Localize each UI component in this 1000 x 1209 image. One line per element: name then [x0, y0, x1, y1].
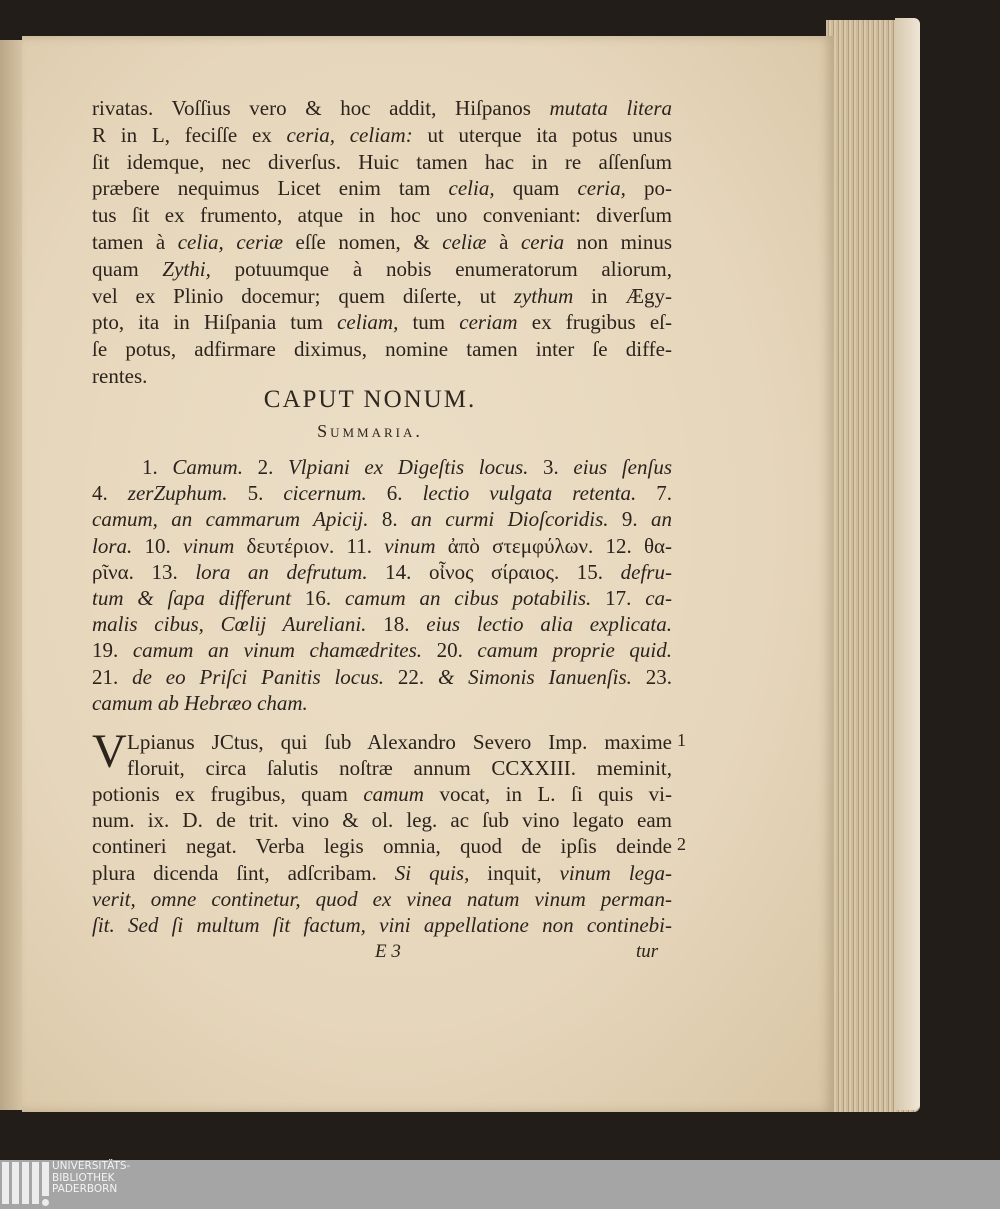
italic-text: cicernum.: [283, 481, 367, 506]
logo-line: UNIVERSITÄTS-: [52, 1160, 131, 1172]
text-segment: Lpianus JCtus, qui ſub Alexandro Severo Imp. maxime: [127, 730, 672, 754]
italic-text: lora.: [92, 533, 133, 558]
italic-text: Si quis,: [394, 860, 470, 885]
italic-text: celiæ: [442, 230, 487, 254]
text-line: [92, 364, 672, 388]
text-line: [92, 284, 672, 308]
italic-text: camum an vinum chamædrites.: [132, 638, 423, 663]
italic-text: verit, omne continetur, quod ex vinea natum vinum perman-: [92, 886, 672, 911]
margin-note: 1: [677, 730, 686, 750]
text-segment: inquit,: [469, 860, 560, 885]
italic-text: de eo Priſci Panitis locus.: [132, 664, 385, 689]
text-segment: pto, ita in Hiſpania tum: [92, 310, 338, 335]
text-segment: 2.: [242, 455, 288, 479]
text-segment: 17.: [591, 586, 646, 610]
text-segment: rivatas. Voſſius vero & hoc addit, Hiſpanos: [92, 96, 550, 120]
text-segment: tum: [398, 310, 460, 335]
text-line: [92, 337, 672, 361]
text-segment: R in L, feciſſe ex: [92, 122, 287, 147]
text-segment: rentes.: [92, 364, 148, 388]
text-segment: ρῖνα. 13.: [92, 559, 196, 584]
text-segment: 20.: [422, 638, 478, 663]
text-segment: 3.: [528, 455, 574, 479]
text-line: [92, 230, 672, 254]
text-segment: 8.: [368, 507, 411, 532]
signature-mark: E 3: [375, 941, 401, 962]
margin-note: 2: [677, 834, 686, 854]
italic-text: tum & ſapa differunt: [92, 586, 292, 610]
italic-text: malis cibus, Cœlij Aureliani.: [92, 612, 367, 637]
text-segment: in Ægy-: [573, 283, 672, 308]
logo-line: BIBLIOTHEK: [52, 1171, 115, 1184]
text-segment: 18.: [366, 612, 427, 637]
text-segment: tamen à: [92, 230, 178, 254]
text-segment: potionis ex frugibus, quam: [92, 782, 364, 807]
italic-text: eius ſenſus: [573, 455, 673, 479]
text-segment: 6.: [366, 481, 423, 506]
italic-text: Zythi,: [162, 256, 211, 281]
italic-text: lora an defrutum.: [195, 559, 368, 584]
text-line: [92, 507, 672, 531]
text-line: [92, 586, 672, 610]
text-segment: floruit, circa ſalutis noſtræ annum CCXXIII. meminit,: [127, 756, 672, 781]
text-segment: num. ix. D. de trit. vino & ol. leg. ac ſub vino legato eam: [92, 808, 672, 833]
text-segment: quam: [494, 176, 578, 201]
text-line: [92, 861, 672, 885]
italic-text: zerZuphum.: [127, 481, 228, 506]
text-segment: potuumque à nobis enumeratorum aliorum,: [210, 256, 672, 281]
drop-cap: V: [92, 725, 127, 778]
text-segment: ἀπὸ στεμφύλων. 12. θα-: [435, 533, 673, 558]
text-segment: præbere nequimus Licet enim tam: [92, 176, 449, 201]
text-line: [92, 560, 672, 584]
italic-text: an: [651, 507, 672, 532]
text-segment: tus ſit ex frumento, atque in hoc uno conveniant: diverſum: [92, 203, 672, 228]
text-line: [142, 455, 672, 479]
text-line: [92, 481, 672, 505]
text-line: [92, 203, 672, 227]
italic-text: an curmi Dioſcoridis.: [410, 507, 609, 532]
text-segment: à: [486, 230, 521, 254]
text-line: [92, 808, 672, 832]
text-line: [92, 887, 672, 911]
italic-text: celia,: [448, 176, 495, 201]
text-segment: 4.: [92, 481, 128, 506]
text-segment: ſe potus, adfirmare diximus, nomine tamen inter ſe diffe-: [92, 337, 672, 362]
text-segment: vocat, in L. ſi quis vi-: [423, 782, 672, 807]
library-footer: [0, 1160, 1000, 1209]
library-logo-text: [52, 1161, 130, 1196]
italic-text: celiam,: [337, 310, 399, 335]
chapter-title: CAPUT NONUM.: [263, 386, 477, 413]
text-segment: 5.: [227, 481, 284, 506]
text-line: [92, 310, 672, 334]
text-segment: ut uterque ita potus unus: [412, 122, 672, 147]
text-line: [92, 96, 672, 120]
summary-title: Summaria.: [317, 421, 423, 441]
text-line: [92, 691, 672, 715]
text-segment: 1.: [142, 455, 173, 479]
italic-text: camum, an cammarum Apicij.: [92, 507, 369, 532]
italic-text: vinum: [182, 533, 235, 558]
italic-text: lectio vulgata retenta.: [422, 481, 637, 506]
italic-text: vinum lega-: [559, 860, 672, 885]
text-line: [92, 150, 672, 174]
italic-text: & Simonis Ianuenſis.: [438, 664, 632, 689]
text-segment: non minus: [564, 230, 673, 254]
italic-text: camum ab Hebræo cham.: [92, 690, 308, 715]
text-line: [92, 612, 672, 636]
text-segment: 7.: [636, 481, 672, 506]
italic-text: Camum.: [172, 455, 243, 479]
italic-text: ca-: [645, 586, 673, 610]
text-line: [127, 756, 672, 780]
italic-text: ſit. Sed ſi multum ſit factum, vini appellatione non continebi-: [92, 912, 672, 937]
logo-line: PADERBORN: [52, 1183, 118, 1195]
text-segment: quam: [92, 256, 163, 281]
italic-text: ceria, celiam:: [286, 122, 413, 147]
italic-text: celia, ceriæ: [177, 230, 283, 254]
text-segment: 22.: [384, 664, 438, 689]
text-line: [92, 782, 672, 806]
text-segment: plura dicenda ſint, adſcribam.: [92, 860, 395, 885]
text-segment: ſit idemque, nec diverſus. Huic tamen hac in re aſſenſum: [92, 149, 672, 174]
catchword: tur: [636, 941, 659, 962]
italic-text: defru-: [620, 559, 672, 584]
book-cover-edge: [895, 18, 920, 1110]
italic-text: ceriam: [459, 310, 518, 335]
text-segment: po-: [625, 176, 673, 201]
italic-text: Vlpiani ex Digeſtis locus.: [287, 455, 529, 479]
text-segment: ex frugibus eſ-: [517, 310, 672, 335]
italic-text: vinum: [384, 533, 436, 558]
text-line: [92, 257, 672, 281]
text-segment: eſſe nomen, &: [282, 230, 443, 254]
text-line: [92, 665, 672, 689]
text-segment: 23.: [631, 664, 673, 689]
text-line: [92, 913, 672, 937]
italic-text: camum: [363, 782, 424, 807]
text-segment: 10.: [132, 533, 183, 558]
text-line: [92, 834, 672, 858]
text-segment: 21.: [92, 664, 133, 689]
italic-text: zythum: [513, 283, 574, 308]
previous-page-edge: [0, 40, 24, 1110]
text-line: [92, 176, 672, 200]
italic-text: ceria,: [577, 176, 626, 201]
text-segment: 19.: [92, 638, 133, 663]
text-segment: vel ex Plinio docemur; quem diſerte, ut: [92, 283, 514, 308]
text-line: [127, 730, 672, 754]
text-line: [92, 638, 672, 662]
text-line: [92, 123, 672, 147]
italic-text: ceria: [520, 230, 565, 254]
text-segment: δευτέριον. 11.: [234, 533, 385, 558]
italic-text: camum an cibus potabilis.: [344, 586, 592, 610]
text-segment: 14. οἶνος σίραιος. 15.: [367, 559, 621, 584]
text-segment: 16.: [291, 586, 345, 610]
text-segment: 9.: [608, 507, 651, 532]
italic-text: mutata litera: [549, 96, 672, 120]
italic-text: eius lectio alia explicata.: [426, 612, 672, 637]
text-line: [92, 534, 672, 558]
italic-text: camum proprie quid.: [477, 638, 672, 663]
text-segment: contineri negat. Verba legis omnia, quod de ipſis deinde: [92, 834, 672, 859]
